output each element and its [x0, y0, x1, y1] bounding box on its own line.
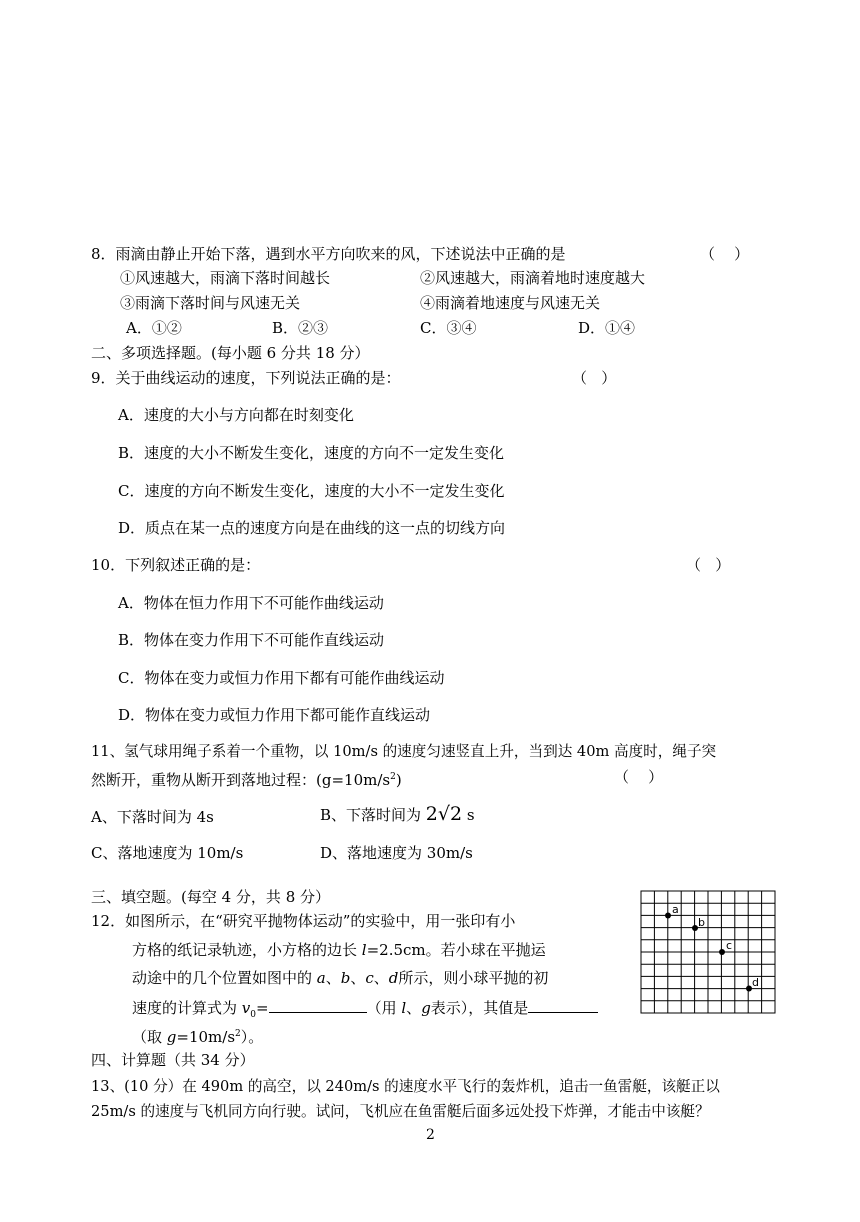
q11-line-1: 11、氢气球用绳子系着一个重物，以 10m/s 的速度匀速竖直上升，当到达 40m 高度时，绳子突 — [91, 743, 717, 760]
q12-point-d: d — [388, 969, 399, 987]
q8-option-d: D．①④ — [578, 319, 636, 337]
q12-line-5-close: ）。 — [240, 1028, 264, 1046]
q9-option-a: A．速度的大小与方向都在时刻变化 — [118, 406, 354, 424]
q12-line-3-text: 动途中的几个位置如图中的 — [132, 969, 317, 987]
q10-option-b: B．物体在变力作用下不可能作直线运动 — [118, 631, 385, 649]
q11-exponent: 2 — [390, 772, 396, 782]
q10-option-a: A．物体在恒力作用下不可能作曲线运动 — [118, 594, 384, 612]
q13-line-1: 13、(10 分）在 490m 的高空，以 240m/s 的速度水平飞行的轰炸机，追击一鱼雷艇，该艇正以 — [91, 1078, 720, 1095]
q11-option-b — [320, 804, 475, 825]
grid-point-a — [665, 913, 671, 919]
q11-option-c: C、落地速度为 10m/s — [91, 844, 244, 862]
q12-l-variable-2: l — [401, 999, 407, 1017]
q12-point-c: c — [365, 969, 374, 987]
q12-line-4-text: 速度的计算式为 — [132, 999, 242, 1017]
trajectory-grid-figure — [640, 890, 776, 1014]
q8-option-a: A．①② — [126, 319, 182, 337]
q12-line-1: 12．如图所示，在“研究平抛物体运动”的实验中，用一张印有小 — [91, 912, 516, 930]
q12-point-b: b — [340, 969, 351, 987]
q8-statement-2: ②风速越大，雨滴着地时速度越大 — [420, 269, 646, 287]
q9-option-b: B．速度的大小不断发生变化，速度的方向不一定发生变化 — [118, 444, 505, 462]
q9-option-d: D．质点在某一点的速度方向是在曲线的这一点的切线方向 — [118, 519, 506, 537]
q12-line-2-rest: =2.5cm。若小球在平抛运 — [366, 941, 546, 959]
q12-line-2 — [132, 940, 546, 960]
q12-v-subscript: 0 — [250, 1010, 256, 1020]
trajectory-grid — [640, 890, 776, 1014]
q9-answer-paren: （ ） — [572, 369, 617, 387]
q11-line-2-close: ) — [395, 771, 402, 789]
q12-l-variable: l — [361, 941, 367, 959]
q8-statement-1: ①风速越大，雨滴下落时间越长 — [120, 269, 331, 287]
q11-option-b-value: 2√2 — [425, 803, 463, 825]
q8-statement-3: ③雨滴下落时间与风速无关 — [120, 294, 301, 312]
q12-line-3: 动途中的几个位置如图中的 a、b、c、d所示，则小球平抛的初 — [132, 969, 549, 987]
grid-point-c — [719, 949, 725, 955]
grid-label-d: d — [752, 976, 759, 989]
q11-option-b-text: B、下落时间为 — [320, 806, 426, 824]
q12-blank-value[interactable] — [528, 996, 598, 1013]
q10-option-c: C．物体在变力或恒力作用下都有可能作曲线运动 — [118, 669, 445, 687]
q11-option-b-unit: s — [462, 806, 475, 824]
q8-answer-paren: （ ） — [700, 245, 750, 263]
q12-line-5-text: （取 — [132, 1028, 167, 1046]
section-2-heading: 二、多项选择题。(每小题 6 分共 18 分） — [91, 344, 370, 362]
q12-line-5-value: =10m/s — [176, 1028, 236, 1046]
q12-blank-formula[interactable] — [269, 996, 367, 1013]
grid-label-c: c — [726, 939, 733, 952]
q12-line-4: 速度的计算式为 $v_0=$ （用 l、g表示），其值是 — [132, 996, 598, 1025]
section-3-heading: 三、填空题。(每空 4 分，共 8 分） — [91, 888, 331, 906]
q8-stem: 8．雨滴由静止开始下落，遇到水平方向吹来的风，下述说法中正确的是 — [91, 245, 566, 263]
q11-line-2 — [91, 767, 402, 790]
q12-line-2-text: 方格的纸记录轨迹，小方格的边长 — [132, 941, 362, 959]
q10-option-d: D．物体在变力或恒力作用下都可能作直线运动 — [118, 706, 431, 724]
q12-line-3-rest: 所示，则小球平抛的初 — [398, 969, 549, 987]
q11-option-a: A、下落时间为 4s — [91, 808, 214, 826]
q12-line-5 — [132, 1024, 263, 1047]
q12-g-variable: g — [421, 999, 431, 1017]
q12-equals: = — [256, 999, 269, 1017]
q8-option-c: C．③④ — [420, 319, 477, 337]
q8-statement-4: ④雨滴着地速度与风速无关 — [420, 294, 601, 312]
q12-line-4-rest: 表示），其值是 — [430, 999, 529, 1017]
q12-line-4-paren: （用 — [366, 999, 402, 1017]
q12-v-symbol: v — [241, 999, 251, 1017]
q9-stem: 9．关于曲线运动的速度，下列说法正确的是： — [91, 369, 401, 387]
q10-stem: 10．下列叙述正确的是： — [91, 556, 261, 574]
q8-option-b: B．②③ — [272, 319, 329, 337]
section-4-heading: 四、计算题（共 34 分） — [91, 1051, 255, 1069]
q12-line-5-exponent: 2 — [235, 1029, 241, 1039]
q11-line-2-text: 然断开，重物从断开到落地过程：(g=10m/s — [91, 771, 391, 789]
q10-answer-paren: （ ） — [686, 556, 731, 574]
q13-line-2: 25m/s 的速度与飞机同方向行驶。试问，飞机应在鱼雷艇后面多远处投下炸弹，才能击中该艇？ — [91, 1103, 710, 1120]
q12-g-variable-2: g — [166, 1028, 177, 1046]
grid-label-b: b — [698, 916, 705, 929]
q9-option-c: C．速度的方向不断发生变化，速度的大小不一定发生变化 — [118, 482, 505, 500]
grid-label-a: a — [672, 903, 679, 916]
q11-option-d: D、落地速度为 30m/s — [320, 844, 473, 862]
page-number: 2 — [426, 1127, 435, 1143]
q12-point-a: a — [316, 969, 326, 987]
q11-answer-paren: （ ） — [614, 768, 664, 786]
